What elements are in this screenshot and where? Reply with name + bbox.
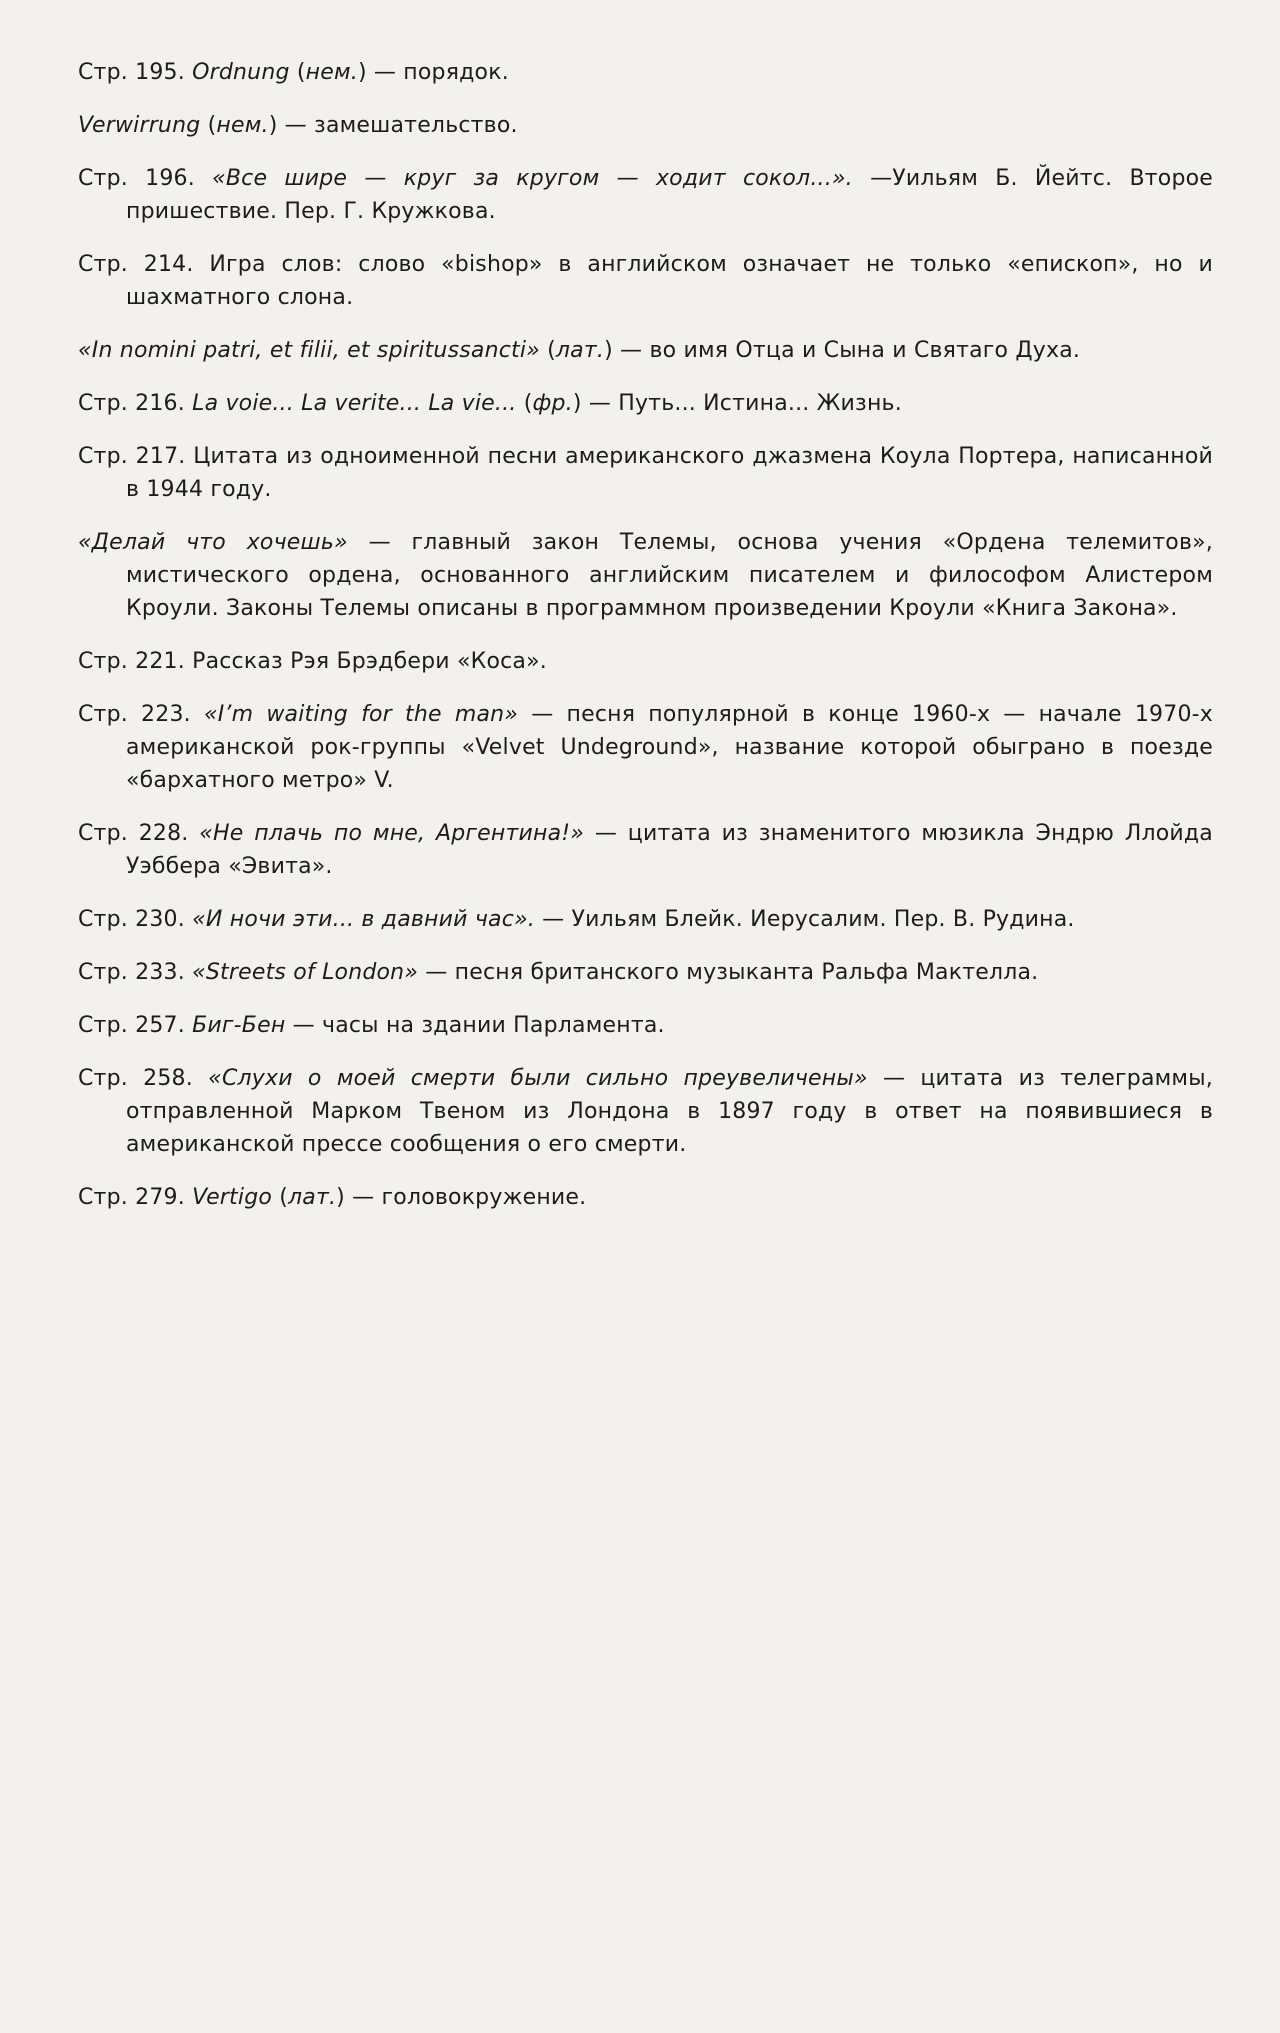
note-text: Стр. 216. (78, 391, 193, 416)
note-text: — главный закон Телемы, основа учения «Ордена телемитов», мистического ордена, основанного английским писателем и философом Алистером Кроули. Законы Телемы описаны в программном произведении Кроули «Книга Закона». (126, 530, 1213, 621)
note-n223 (78, 698, 1213, 797)
note-text: Стр. 217. Цитата из одноименной песни американского джазмена Коула Портера, написанной в 1944 году. (78, 444, 1213, 502)
note-italic-text: «Не плачь по мне, Аргентина!» (199, 821, 585, 846)
note-text: ( (516, 391, 533, 416)
note-text: ) — головокружение. (336, 1185, 587, 1210)
note-text: Стр. 228. (78, 821, 200, 846)
note-n217a (78, 440, 1213, 506)
note-text: ) — во имя Отца и Сына и Святаго Духа. (604, 338, 1081, 363)
note-italic-text: «In nomini patri, et filii, et spiritussancti» (78, 338, 540, 363)
note-italic-text: Vertigo (192, 1185, 273, 1210)
note-n221 (78, 645, 1213, 678)
note-text: ) — замешательство. (268, 113, 518, 138)
note-text: — часы на здании Парламента. (285, 1013, 665, 1038)
note-text: ( (200, 113, 217, 138)
note-text: Стр. 258. (78, 1066, 209, 1091)
note-italic-text: Биг-Бен (192, 1013, 286, 1038)
note-italic-text: нем. (305, 60, 358, 85)
note-n217b (78, 526, 1213, 625)
note-n233 (78, 956, 1213, 989)
note-text: —Уильям Б. Йейтс. Второе пришествие. Пер. Г. Кружкова. (126, 166, 1214, 224)
note-italic-text: «Слухи о моей смерти были сильно преувеличены» (208, 1066, 868, 1091)
note-n214b (78, 334, 1213, 367)
note-text: Стр. 230. (78, 907, 193, 932)
note-text: — цитата из телеграммы, отправленной Марком Твеном из Лондона в 1897 году в ответ на появившиеся в американской прессе сообщения о его смерти. (126, 1066, 1213, 1157)
note-italic-text: La voie... La verite... La vie... (192, 391, 517, 416)
note-text: — цитата из знаменитого мюзикла Эндрю Ллойда Уэббера «Эвита». (126, 821, 1213, 879)
note-italic-text: лат. (288, 1185, 337, 1210)
note-text: Стр. 257. (78, 1013, 193, 1038)
note-text: ) — Путь... Истина... Жизнь. (572, 391, 902, 416)
note-text: Стр. 221. Рассказ Рэя Брэдбери «Коса». (78, 649, 547, 674)
note-text: Стр. 223. (78, 702, 204, 727)
note-n216 (78, 387, 1213, 420)
note-n214a (78, 248, 1213, 314)
notes-page (78, 56, 1213, 1234)
note-n279 (78, 1181, 1213, 1214)
note-text: — песня популярной в конце 1960-х — начале 1970-х американской рок-группы «Velvet Undeground», название которой обыграно в поезде «бархатного метро» V. (126, 702, 1213, 793)
note-text: Стр. 279. (78, 1185, 193, 1210)
note-text: Стр. 233. (78, 960, 193, 985)
note-text: — Уильям Блейк. Иерусалим. Пер. В. Рудина. (534, 907, 1075, 932)
note-text: — песня британского музыканта Ральфа Мактелла. (418, 960, 1039, 985)
note-text: Стр. 195. (78, 60, 193, 85)
note-italic-text: Ordnung (192, 60, 290, 85)
note-n230 (78, 903, 1213, 936)
note-italic-text: фр. (532, 391, 573, 416)
note-italic-text: нем. (216, 113, 269, 138)
note-n196 (78, 162, 1213, 228)
note-text: ( (539, 338, 556, 363)
note-italic-text: «Делай что хочешь» (78, 530, 348, 555)
note-text: Стр. 196. (78, 166, 213, 191)
note-italic-text: лат. (555, 338, 605, 363)
note-n195b (78, 109, 1213, 142)
note-text: Стр. 214. Игра слов: слово «bishop» в английском означает не только «епископ», но и шахматного слона. (78, 252, 1213, 310)
note-text: ( (272, 1185, 288, 1210)
note-italic-text: «И ночи эти... в давний час». (192, 907, 535, 932)
note-italic-text: «Streets of London» (192, 960, 419, 985)
notes-list (78, 56, 1213, 1214)
note-italic-text: «I’m waiting for the man» (203, 702, 519, 727)
note-text: ( (289, 60, 306, 85)
note-n195a (78, 56, 1213, 89)
note-n228 (78, 817, 1213, 883)
note-n258 (78, 1062, 1213, 1161)
note-italic-text: «Все шире — круг за кругом — ходит сокол...». (212, 166, 853, 191)
note-text: ) — порядок. (357, 60, 509, 85)
note-n257 (78, 1009, 1213, 1042)
note-italic-text: Verwirrung (78, 113, 201, 138)
